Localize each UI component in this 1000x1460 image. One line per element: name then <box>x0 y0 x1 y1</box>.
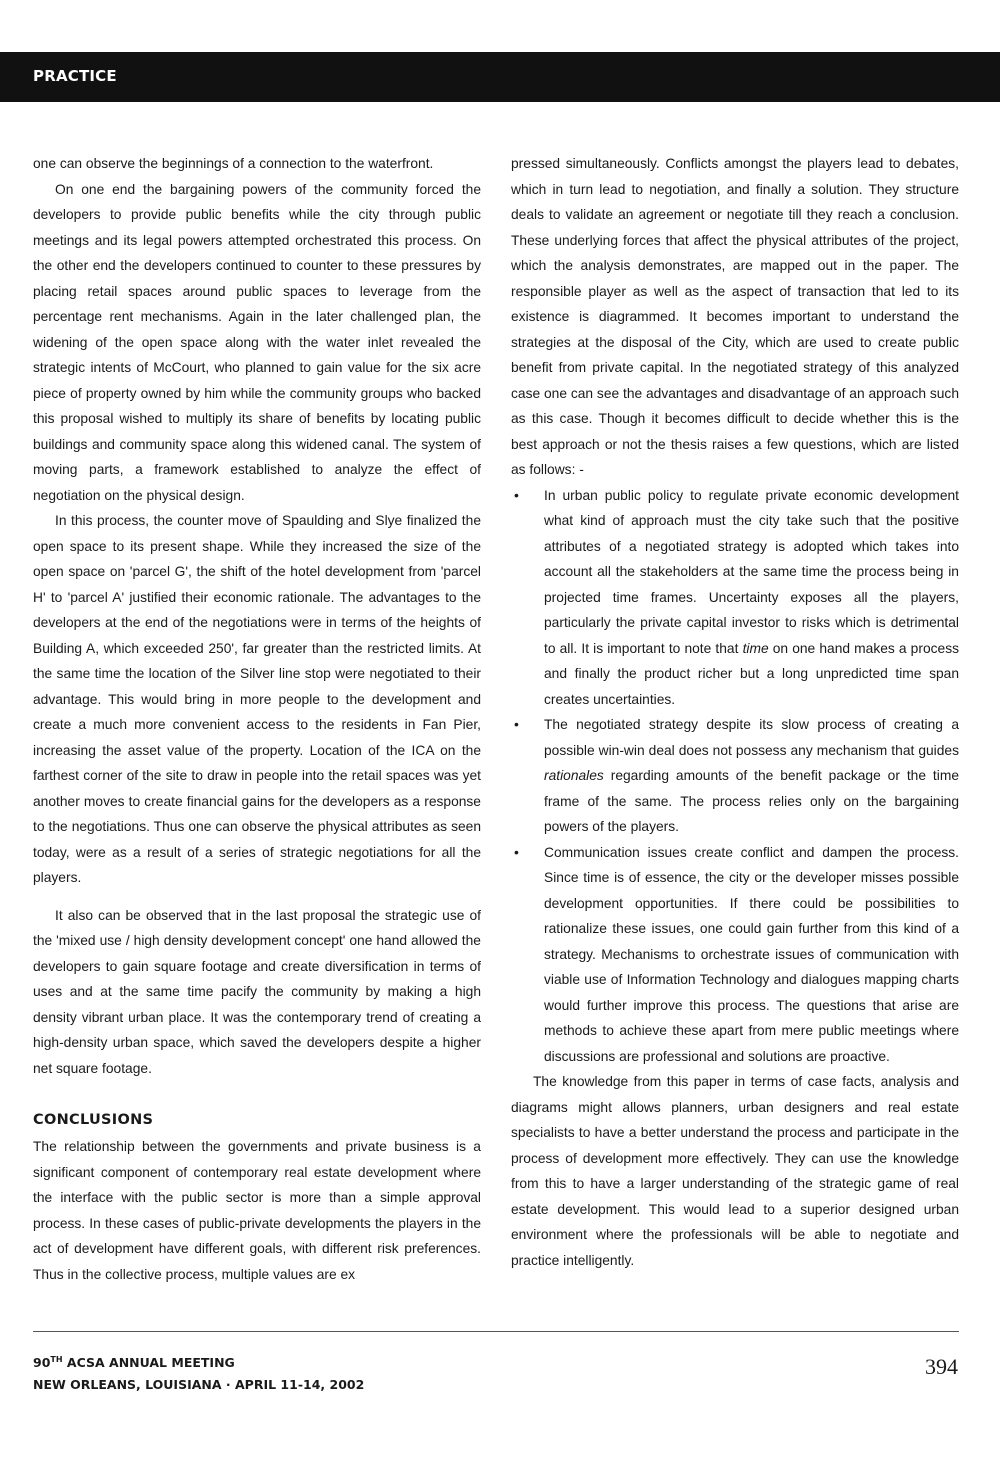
page-number: 394 <box>925 1354 958 1379</box>
bullet-text: Communication issues create conflict and dampen the process. Since time is of essence, the city or the developer misses possible development opportunities. If there could be possibilities to rationalize these issues, one could gain further from this kind of a strategy. Mechanisms to orchestrate issues of communication with viable use of Information Technology and dialogues mapping charts would further improve this process. The questions that arise are methods to achieve these apart from mere public meetings where discussions are professional and solutions are proactive. <box>544 844 959 1064</box>
section-label: PRACTICE <box>33 67 117 85</box>
right-paragraph-final: The knowledge from this paper in terms of case facts, analysis and diagrams might allows planners, urban designers and real estate specialists to have a better understand the process and participate in the process of development more effectively. They can use the knowledge from this to have a larger understanding of the strategic game of real estate development. This would lead to a superior designed urban environment where the professionals will be able to negotiate and practice intelligently. <box>511 1074 959 1268</box>
bullet-text: In urban public policy to regulate private economic development what kind of approach must the city take such that the positive attributes of a negotiated strategy is adopted which takes into account all the stakeholders at the same time the process being in projected time frames. Uncertainty exposes all the players, particularly the private capital investor to risks which is detrimental to all. It is important to note that <box>544 487 959 656</box>
left-paragraph-2: On one end the bargaining powers of the community forced the developers to provide public benefits while the city through public meetings and its legal powers attempted orchestrated this process. On the other end the developers continued to counter to these pressures by placing retail spaces around public spaces to leverage from the percentage rent mechanisms. Again in the later challenged plan, the widening of the open space along with the water inlet revealed the strategic intents of McCourt, who planned to gain value for the six acre piece of property owned by him while the community groups who backed this proposal wished to multiply its share of benefits by locating public buildings and community space along this widened canal. The system of moving parts, a framework established to analyze the effect of negotiation on the physical design. <box>33 181 481 503</box>
footer-conference-info <box>33 1349 364 1396</box>
meeting-ordinal: TH <box>50 1355 63 1364</box>
right-paragraph-1: pressed simultaneously. Conflicts amongst the players lead to debates, which in turn lead to negotiation, and finally a solution. They structure deals to validate an agreement or negotiate till they reach a conclusion. These underlying forces that affect the physical attributes of the project, which the analysis demonstrates, are mapped out in the paper. The responsible player as well as the aspect of transaction that led to its existence is diagrammed. It becomes important to understand the strategies at the disposal of the City, which are used to create public benefit from private capital. In the negotiated strategy of this analyzed case one can see the advantages and disadvantage of an approach such as this case. Though it becomes difficult to decide whether this is the best approach or not the thesis raises a few questions, which are listed as follows: - <box>511 156 959 477</box>
left-paragraph-3: In this process, the counter move of Spaulding and Slye finalized the open space to its present shape. While they increased the size of the open space on 'parcel G', the shift of the hotel development from 'parcel H' to 'parcel A' justified their economic rationale. The advantages to the developers at the end of the negotiations were in terms of the heights of Building A, which exceeded 250', far greater than the restricted limits. At the same time the location of the Silver line stop were negotiated to their advantage. This would bring in more people to the development and create a much more convenient access to the residents in Fan Pier, increasing the asset value of the property. Location of the ICA on the farthest corner of the site to draw in people into the retail spaces was yet another moves to create financial gains for the developers as a response to the negotiations. Thus one can observe the physical attributes as seen today, were as a result of a series of strategic negotiations for all the players. <box>33 513 481 885</box>
list-item <box>511 483 959 713</box>
meeting-name: ACSA ANNUAL MEETING <box>62 1355 235 1370</box>
meeting-number: 90 <box>33 1355 51 1370</box>
emphasis-text: rationales <box>544 768 604 783</box>
bullet-text: The negotiated strategy despite its slow process of creating a possible win-win deal does not possess any mechanism that guides <box>544 717 959 758</box>
conclusions-heading: CONCLUSIONS <box>33 1112 154 1128</box>
left-paragraph-4: It also can be observed that in the last proposal the strategic use of the 'mixed use / high density development concept' one hand allowed the developers to gain square footage and create diversification in terms of uses and at the same time pacify the community by making a high density vibrant urban place. It was the contemporary trend of creating a high-density urban space, which saved the developers despite a higher net square footage. <box>33 907 481 1076</box>
right-column <box>511 151 959 1273</box>
bullet-text: on one hand makes a process and finally the product richer but a long unpredicted time span creates uncertainties. <box>544 640 959 707</box>
bullet-text: regarding amounts of the benefit package or the time frame of the same. The process relies only on the bargaining powers of the players. <box>544 768 959 834</box>
bullet-icon: • <box>514 716 519 732</box>
meeting-title <box>33 1349 364 1374</box>
section-header-bar <box>0 52 1000 102</box>
left-column <box>33 151 481 1287</box>
meeting-location: NEW ORLEANS, LOUISIANA · APRIL 11-14, 2002 <box>33 1377 365 1392</box>
left-paragraph-5: The relationship between the governments and private business is a significant component of contemporary real estate development where the interface with the public sector is more than a simple approval process. In these cases of public-private developments the players in the act of development have different goals, with different risk preferences. Thus in the collective process, multiple values are ex <box>33 1139 481 1282</box>
questions-list <box>511 483 959 1070</box>
left-paragraph-1: one can observe the beginnings of a connection to the waterfront. <box>33 156 434 171</box>
emphasis-text: time <box>742 640 769 656</box>
bullet-icon: • <box>514 486 519 503</box>
footer-divider <box>33 1331 959 1332</box>
list-item <box>511 840 959 1070</box>
bullet-icon: • <box>514 843 519 860</box>
list-item <box>511 712 959 840</box>
